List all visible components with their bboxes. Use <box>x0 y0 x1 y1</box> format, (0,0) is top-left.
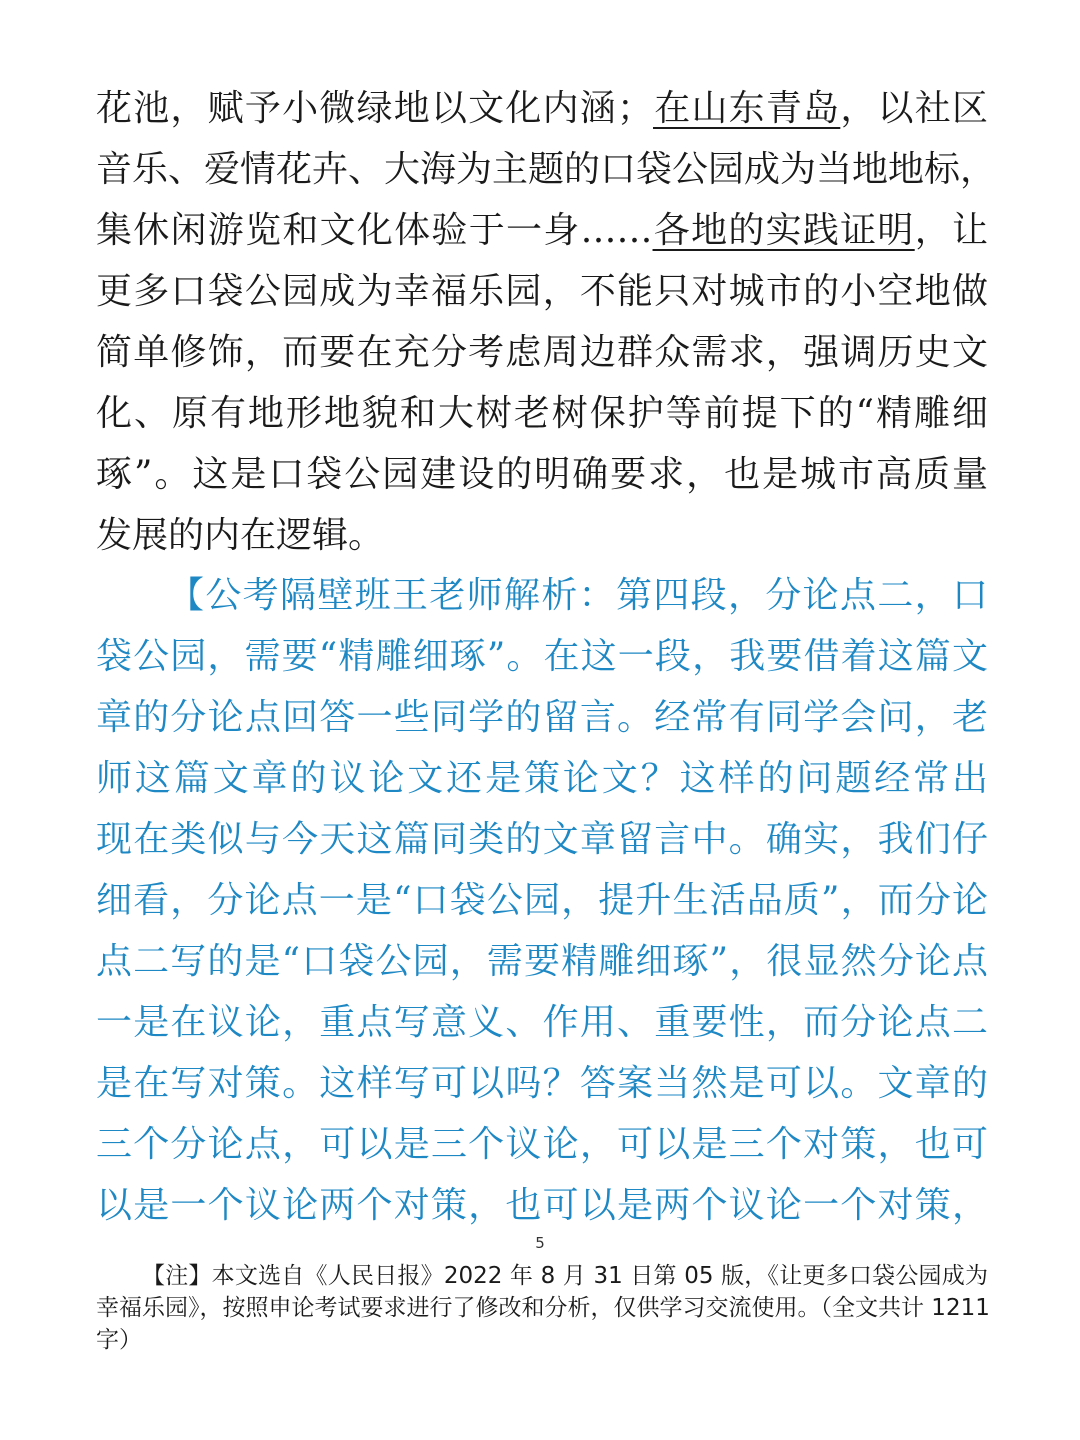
body-line-5: 简单修饰，而要在充分考虑周边群众需求，强调历史文 <box>96 332 988 373</box>
footnote-line-1: 【注】本文选自《人民日报》2022 年 8 月 31 日第 05 版，《让更多口袋公园成为 <box>142 1263 988 1289</box>
analysis-line-11: 以是一个议论两个对策，也可以是两个议论一个对策， <box>96 1185 988 1226</box>
analysis-line-9: 是在写对策。这样写可以吗？答案当然是可以。文章的 <box>96 1063 988 1104</box>
analysis-line-4: 师这篇文章的议论文还是策论文？这样的问题经常出 <box>96 758 988 799</box>
analysis-line-5: 现在类似与今天这篇同类的文章留言中。确实，我们仔 <box>96 819 988 860</box>
analysis-line-8: 一是在议论，重点写意义、作用、重要性，而分论点二 <box>96 1002 988 1043</box>
body-line-2: 音乐、爱情花卉、大海为主题的口袋公园成为当地地标， <box>96 149 997 190</box>
analysis-line-3: 章的分论点回答一些同学的留言。经常有同学会问，老 <box>96 697 988 738</box>
underlined-phrase-qingdao: 在山东青岛 <box>653 88 841 129</box>
analysis-line-2: 袋公园，需要“精雕细琢”。在这一段，我要借着这篇文 <box>96 636 988 677</box>
teacher-analysis <box>96 565 988 1236</box>
underlined-phrase-practice: 各地的实践证明 <box>652 210 915 251</box>
analysis-line-1: 【公考隔壁班王老师解析：第四段，分论点二，口 <box>168 575 988 616</box>
body-line-3: 集休闲游览和文化体验于一身……各地的实践证明，让 <box>96 210 988 251</box>
page-number: 5 <box>535 1234 545 1252</box>
body-paragraph <box>96 78 997 566</box>
analysis-line-7: 点二写的是“口袋公园，需要精雕细琢”，很显然分论点 <box>96 941 988 982</box>
footnote <box>96 1260 988 1356</box>
analysis-line-6: 细看，分论点一是“口袋公园，提升生活品质”，而分论 <box>96 880 988 921</box>
body-line-7: 琢”。这是口袋公园建设的明确要求，也是城市高质量 <box>96 454 988 495</box>
body-line-1: 花池，赋予小微绿地以文化内涵；在山东青岛，以社区 <box>96 88 988 129</box>
body-line-8: 发展的内在逻辑。 <box>96 515 385 556</box>
analysis-line-10: 三个分论点，可以是三个议论，可以是三个对策，也可 <box>96 1124 988 1165</box>
footnote-line-2: 幸福乐园》，按照申论考试要求进行了修改和分析，仅供学习交流使用。（全文共计 1211 <box>96 1295 990 1321</box>
body-line-4: 更多口袋公园成为幸福乐园，不能只对城市的小空地做 <box>96 271 988 312</box>
footnote-line-3: 字） <box>96 1327 142 1353</box>
body-line-6: 化、原有地形地貌和大树老树保护等前提下的“精雕细 <box>96 393 988 434</box>
